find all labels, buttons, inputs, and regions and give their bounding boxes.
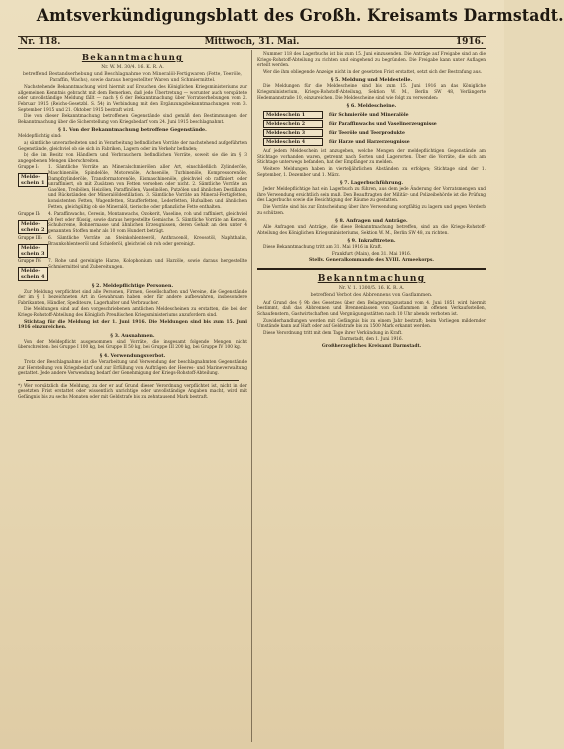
signature-line: Stellv. Generalkommando des XVIII. Armeekorps.	[309, 258, 434, 264]
section-heading: § 1. Von der Bekanntmachung betroffene Gegenstände.	[58, 127, 207, 134]
group-block	[18, 165, 247, 211]
group-body	[48, 259, 247, 281]
group-label-wrap	[18, 212, 48, 235]
left-column	[18, 52, 247, 742]
meldeschein-box: Melde-schein 2	[18, 220, 48, 234]
section-heading: § 5. Meldung und Meldestelle.	[330, 77, 413, 84]
meldeschein-label: Meldeschein 4	[263, 138, 323, 146]
right-paragraph: Die Vorräte sind bis zur Entscheidung über ihre Verwendung sorgfältig zu lagern und gegen Verderb zu schützen.	[257, 204, 486, 216]
meldeschein-row	[263, 138, 486, 146]
meldeschein-row	[263, 111, 486, 119]
footnote-rule	[26, 380, 239, 381]
left-paragraph: b) die im Besitz von Händlern und Verbrauchern befindlichen Vorräte, soweit sie die im § 3 angegebenen Mengen überschreiten.	[18, 153, 247, 164]
group-block	[18, 212, 247, 235]
meldeschein-desc: für Teeröle und Teerprodukte	[329, 130, 405, 136]
left-heading: Bekanntmachung	[81, 53, 184, 63]
section-heading: § 6. Meldescheine.	[346, 103, 397, 110]
article-separator	[257, 268, 486, 270]
right-paragraph: Nummer 118 des Lagerbuchs ist bis zum 15. Juni einzusenden. Die Anträge auf Freigabe sind an die Kriegs-Rohstoff-Abteilung zu richten und eingehend zu begründen. Die Freigabe kann unter Auflagen erteilt werden.	[257, 52, 486, 69]
signature-line: Großherzogliches Kreisamt Darmstadt.	[321, 344, 422, 350]
group-label-wrap	[18, 236, 48, 258]
group-body	[48, 236, 247, 258]
group-text: 6. Sämtliche Vorräte an Steinkohlenteeröl, Anthracenöl, Kreosotöl, Naphthalin, Braunkohlenteeröl und Schieferöl, gleichviel ob roh oder gereinigt.	[48, 236, 247, 248]
section-heading: § 8. Anfragen und Anträge.	[335, 218, 408, 225]
section-heading: § 3. Ausnahmen.	[110, 332, 155, 339]
group-body	[48, 165, 247, 211]
right-paragraph: Weitere Meldungen haben in vierteljährlichen Abständen zu erfolgen; Stichtage sind der 1. September, 1. Dezember und 1. März.	[257, 166, 486, 178]
right-paragraph: Alle Anfragen und Anträge, die diese Bekanntmachung betreffen, sind an die Kriegs-Rohstoff-Abteilung des Königlichen Kriegsministeriums, Sektion W. M., Berlin SW 48, zu richten.	[257, 225, 486, 236]
meldeschein-label: Meldeschein 1	[263, 111, 323, 119]
right-paragraph: Auf Grund des § 9b des Gesetzes über den Belagerungszustand vom 4. Juni 1851 wird hiermit bestimmt, daß das Abbrennen und Brennenlassen von Gasflammen in offenen Verkaufsstellen, Schaufenstern, Gastwirtschaften und Vergnügungsstätten nach 10 Uhr abends verboten ist.	[257, 300, 486, 318]
group-text: 4. Paraffinwachs, Ceresin, Montanwachs, Ozokerit, Vaseline, roh und raffiniert, gleichviel ob fest oder flüssig, sowie daraus hergestellte Gemische. 5. Sämtliche Vorräte an Kerzen, Schuhcreme, Bohnermasse und ähnlichen Erzeugnissen, deren Gehalt an den unter 4 genannten Stoffen mehr als 10 vom Hundert beträgt.	[48, 212, 247, 234]
right-heading: Bekanntmachung	[317, 274, 426, 285]
right-paragraph: Diese Bekanntmachung tritt am 31. Mai 1916 in Kraft.	[263, 245, 383, 251]
meldeschein-box: Melde-schein 3	[18, 244, 48, 258]
signature-line: Darmstadt, den 1. Juni 1916.	[339, 337, 404, 343]
left-paragraph: Stichtag für die Meldung ist der 1. Juni 1916. Die Meldungen sind bis zum 15. Juni 1916 einzureichen.	[18, 319, 247, 331]
left-paragraph: Von der Meldepflicht ausgenommen sind Vorräte, die insgesamt folgende Mengen nicht überschreiten: bei Gruppe I 100 kg, bei Gruppe II 50 kg, bei Gruppe III 200 kg, bei Gruppe IV 100 kg.	[18, 339, 247, 351]
masthead-title: Amtsverkündigungsblatt des Großh. Kreisamts Darmstadt.	[36, 6, 564, 26]
left-paragraph: Die Meldungen sind auf den vorgeschriebenen amtlichen Meldescheinen zu erstatten, die bei der Kriegs-Rohstoff-Abteilung des Königlich Preußischen Kriegsministeriums anzufordern sind.	[18, 307, 247, 319]
group-body	[48, 212, 247, 235]
left-subtitle: Nr. W. M. 30/4. 16. K. R. A.	[101, 65, 164, 70]
footnote: *) Wer vorsätzlich die Meldung, zu der er auf Grund dieser Verordnung verpflichtet ist, nicht in der gesetzten Frist erstattet oder wissentlich unrichtige oder unvollständige Angaben macht, wird mit Gefängnis bis zu sechs Monaten oder mit Geldstrafe bis zu zehntausend Mark bestraft.	[18, 383, 247, 400]
group-text: 7. Rohe und gereinigte Harze, Kolophonium und Harzöle, sowie daraus hergestellte Schmiermittel und Zubereitungen.	[48, 259, 247, 270]
meldeschein-desc: für Paraffinwachs und Vaselinerzeugnisse	[329, 121, 437, 127]
group-label-wrap	[18, 259, 48, 281]
meldeschein-desc: für Schmieröle und Mineralöle	[329, 112, 409, 118]
section-heading: § 9. Inkrafttreten.	[347, 238, 396, 245]
right-paragraph: Auf jedem Meldeschein ist anzugeben, welche Mengen der meldepflichtigen Gegenstände am Stichtage vorhanden waren, getrennt nach Sorten und Lagerorten. Über die Vorräte, die sich am Stichtage unterwegs befanden, hat der Empfänger zu melden.	[257, 149, 486, 166]
section-heading: § 7. Lagerbuchführung.	[339, 180, 404, 187]
right-column	[257, 52, 486, 742]
meldeschein-label: Meldeschein 2	[263, 120, 323, 128]
left-paragraph: Die von dieser Bekanntmachung betroffenen Gegenstände sind gemäß den Bestimmungen der Bekanntmachung über die Sicherstellung von Kriegsbedarf vom 24. Juni 1915 beschlagnahmt.	[18, 114, 247, 125]
left-paragraph: Meldepflichtig sind:	[18, 134, 62, 140]
group-block	[18, 236, 247, 258]
group-label: Gruppe I:	[18, 165, 39, 171]
meldeschein-label: Meldeschein 3	[263, 129, 323, 137]
right-paragraph: Zuwiderhandlungen werden mit Gefängnis bis zu einem Jahr bestraft; beim Vorliegen mildernder Umstände kann auf Haft oder auf Geldstrafe bis zu 1500 Mark erkannt werden.	[257, 318, 486, 330]
issue-number: Nr. 118.	[20, 37, 61, 47]
issue-date: Mittwoch, 31. Mai.	[204, 37, 300, 47]
meldeschein-desc: für Harze und Harzerzeugnisse	[329, 139, 410, 145]
group-label: Gruppe IV:	[18, 259, 42, 265]
issue-year: 1916.	[455, 37, 484, 47]
left-paragraph: a) sämtliche unverarbeiteten und in Verarbeitung befindlichen Vorräte der nachstehend aufgeführten Gegenstände, gleichviel ob sie sich in Fabriken, Lagern oder im Verkehr befinden;	[18, 140, 247, 152]
group-block	[18, 259, 247, 281]
left-paragraph: Nachstehende Bekanntmachung wird hiermit auf Ersuchen des Königlichen Kriegsministeriums zur allgemeinen Kenntnis gebracht mit dem Bemerken, daß jede Übertretung — worunter auch verspätete oder unvollständige Meldung fällt — nach § 6 der Bekanntmachung über Vorratserhebungen vom 2. Februar 1915 (Reichs-Gesetzbl. S. 54) in Verbindung mit den Ergänzungsbekanntmachungen vom 3. September 1915 und 21. Oktober 1915 bestraft wird.	[18, 85, 247, 113]
right-subtitle: Nr. V. 1. 1300/5. 16. K. R. A.	[338, 286, 405, 292]
column-divider	[251, 50, 252, 742]
group-text: 1. Sämtliche Vorräte an Mineralschmierölen aller Art, einschließlich Zylinderöle, Maschinenöle, Spindelöle, Motorenöle, Achsenöle, Turbinenöle, Kompressorenöle, Dampfzylinderöle, Transformatorenöle, Eismaschinenöle, gleichviel ob raffiniert oder unraffiniert, ob mit Zusätzen von Fetten versehen oder nicht. 2. Sämtliche Vorräte an Gasölen, Treibölen, Heizölen, Paraffinölen, Vaselinölen, Putzölen und ähnlichen Destillaten und Rückständen der Mineralöldestillation. 3. Sämtliche Vorräte an Mineral-Fertigfetten, konsistenten Fetten, Wagenfetten, Staufferfetten, Lederfetten, Hufsalben und ähnlichen Fetten, gleichgültig ob sie Mineralöl, tierische oder pflanzliche Fette enthalten.	[48, 165, 247, 210]
header-rule-bottom	[18, 48, 486, 49]
left-subtitle-2: betreffend Bestandserhebung und Beschlagnahme von Mineralöl-Fertigwaren (Fette, Teeröle, Paraffin, Wachs), sowie daraus hergestellter Waren und Schmiermittel.	[22, 72, 242, 83]
group-label: Gruppe III:	[18, 236, 43, 242]
group-label-wrap	[18, 165, 48, 211]
meldeschein-box: Melde-schein 4	[18, 267, 48, 281]
right-paragraph: Wer die ihm obliegende Anzeige nicht in der gesetzten Frist erstattet, setzt sich der Bestrafung aus.	[263, 69, 483, 75]
meldeschein-table	[263, 111, 486, 146]
group-label: Gruppe II:	[18, 212, 41, 218]
meldeschein-row	[263, 129, 486, 137]
signature-line: Frankfurt (Main), den 31. Mai 1916.	[331, 251, 412, 257]
left-paragraph: Trotz der Beschlagnahme ist die Verarbeitung und Verwendung der beschlagnahmten Gegenstände zur Herstellung von Kriegsbedarf und zur Erfüllung von Aufträgen der Heeres- und Marineverwaltung gestattet. Jede andere Verwendung bedarf der Genehmigung der Kriegs-Rohstoff-Abteilung.	[18, 360, 247, 377]
meldeschein-row	[263, 120, 486, 128]
right-subtitle-2: betreffend Verbot des Abbrennens von Gasflammen.	[310, 293, 433, 299]
right-paragraph: Diese Verordnung tritt mit dem Tage ihrer Verkündung in Kraft.	[263, 330, 403, 336]
section-heading: § 4. Verwendungsverbot.	[99, 353, 166, 359]
section-heading: § 2. Meldepflichtige Personen.	[91, 282, 174, 289]
left-paragraph: Zur Meldung verpflichtet sind alle Personen, Firmen, Gesellschaften und Vereine, die Gegenstände der im § 1 bezeichneten Art in Gewahrsam haben oder für andere aufbewahren, insbesondere Fabrikanten, Händler, Spediteure, Lagerhalter und Verbraucher.	[18, 289, 247, 306]
right-paragraph: Jeder Meldepflichtige hat ein Lagerbuch zu führen, aus dem jede Änderung der Vorratsmengen und ihre Verwendung ersichtlich sein muß. Den Beauftragten der Militär- und Polizeibehörde ist die Prüfung des Lagerbuchs sowie die Besichtigung der Räume zu gestatten.	[257, 187, 486, 204]
meldeschein-box: Melde-schein 1	[18, 173, 48, 187]
right-paragraph: Die Meldungen für die Meldescheine sind bis zum 15. Juni 1916 an das Königliche Kriegsministerium, Kriegs-Rohstoff-Abteilung, Sektion W. M., Berlin SW 48, Verlängerte Hedemannstraße 10, einzureichen. Die Meldescheine sind wie folgt zu verwenden:	[257, 84, 486, 101]
